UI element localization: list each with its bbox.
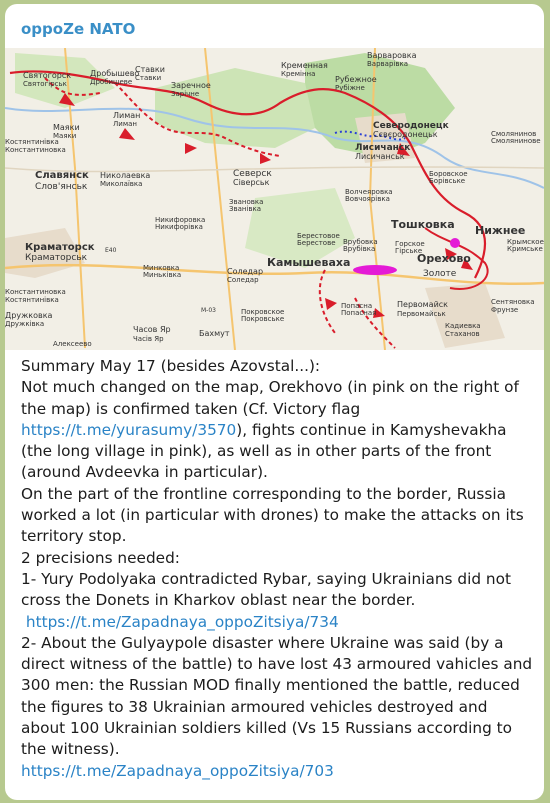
map-label: Берестове bbox=[297, 239, 336, 247]
map-label: Первомайск bbox=[397, 300, 448, 309]
map-label: Рубежное bbox=[335, 75, 377, 84]
map-label: Ставки bbox=[135, 74, 162, 82]
map-label: Костянтинівка bbox=[5, 138, 59, 146]
map-label: Врубовка bbox=[343, 238, 378, 246]
map-label: Северодонецк bbox=[373, 121, 449, 131]
map-label: Минковка bbox=[143, 264, 180, 272]
map-label: Лисичанськ bbox=[355, 152, 405, 161]
map-label: Святогірськ bbox=[23, 80, 67, 88]
channel-name[interactable]: oppoZe NATO bbox=[21, 20, 136, 38]
map-label: Борівське bbox=[429, 177, 466, 185]
msg-p1: Summary May 17 (besides Azovstal...): bbox=[21, 357, 321, 375]
map-label: Берестовое bbox=[297, 232, 340, 240]
map-label: Константиновка bbox=[5, 146, 66, 154]
map-label: Крымское bbox=[507, 238, 544, 246]
message-bubble bbox=[5, 4, 544, 800]
toshkivka-label: Тошковка bbox=[391, 218, 455, 231]
map-label: Вовчоярівка bbox=[345, 195, 390, 203]
message-text bbox=[21, 356, 537, 782]
map-image[interactable] bbox=[5, 48, 544, 350]
map-label: Кремінна bbox=[281, 70, 316, 78]
map-label: Слов'янськ bbox=[35, 182, 88, 192]
map-label: Часів Яр bbox=[133, 335, 164, 343]
map-label: Кременная bbox=[281, 61, 328, 70]
map-label: Святогорск bbox=[23, 71, 72, 80]
map-label: Попасна bbox=[341, 302, 373, 310]
map-label: Никифоровка bbox=[155, 216, 206, 224]
map-label: Дружківка bbox=[5, 320, 45, 328]
map-label: Варварівка bbox=[367, 60, 408, 68]
map-label: Дробышево bbox=[90, 69, 140, 78]
map-label: Северск bbox=[233, 169, 272, 179]
map-label: Смолянинове bbox=[491, 137, 541, 145]
map-label: Горское bbox=[395, 240, 425, 248]
map-label: Соледар bbox=[227, 276, 259, 284]
msg-p4: 2 precisions needed: bbox=[21, 548, 180, 567]
map-svg bbox=[5, 48, 544, 350]
map-label: Лиман bbox=[113, 111, 141, 120]
map-label: Маяки bbox=[53, 123, 80, 132]
map-label: Константиновка bbox=[5, 288, 66, 296]
map-label: Костянтинівка bbox=[5, 296, 59, 304]
map-label: Боровское bbox=[429, 170, 468, 178]
map-label: Кримське bbox=[507, 245, 543, 253]
msg-p5: 1- Yury Podolyaka contradicted Rybar, saying Ukrainians did not cross the Donets in Kharkov oblast near the border. bbox=[21, 569, 516, 610]
map-label: Покровское bbox=[241, 308, 285, 316]
map-label: Кадиевка bbox=[445, 322, 481, 330]
map-label: Сєвєродонецьк bbox=[373, 130, 438, 139]
kamyshevakha-label: Камышеваха bbox=[267, 256, 351, 269]
map-label: Званівка bbox=[229, 205, 262, 213]
orekhovo-label: Орехово bbox=[417, 252, 471, 265]
msg-p3: On the part of the frontline corresponding to the border, Russia worked a lot (in particular with drones) to make the attacks on its territory stop. bbox=[21, 484, 529, 546]
map-label: Первомайськ bbox=[397, 310, 446, 318]
msg-p2a: Not much changed on the map, Orekhovo (in pink on the right of the map) is confirmed taken (Cf. Victory flag bbox=[21, 378, 524, 418]
map-label: Славянск bbox=[35, 170, 89, 181]
msg-p2b: ), fights continue in Kamyshevakha (the long village in pink), as well as in other parts of the front (around Avdeevka in particular). bbox=[21, 420, 512, 482]
map-label: Варваровка bbox=[367, 51, 417, 60]
map-label: M-03 bbox=[201, 307, 216, 314]
map-label: Гірське bbox=[395, 247, 423, 255]
map-label: Сентяновка bbox=[491, 298, 535, 306]
map-label: Звановка bbox=[229, 198, 264, 206]
map-label: Врубівка bbox=[343, 245, 376, 253]
map-label: Лиман bbox=[113, 120, 137, 128]
map-label: Покровське bbox=[241, 315, 285, 323]
map-label: Краматорськ bbox=[25, 253, 88, 263]
msg-p6: 2- About the Gulyaypole disaster where Ukraine was said (by a direct witness of the battle) to have lost 43 armoured vahicles and 300 men: the Russian MOD finally mentioned the battle, reduced the figures to 38 Ukrainian armoured vehicles destroyed and about 100 Ukrainian soldiers killed (Vs 15 Russians according to the witness). bbox=[21, 633, 537, 759]
map-label: Часов Яр bbox=[133, 325, 171, 334]
nizhnee-label: Нижнее bbox=[475, 224, 526, 237]
map-label: Соледар bbox=[227, 267, 264, 276]
map-label: Дробишеве bbox=[90, 78, 133, 86]
map-label: Лисичанск bbox=[355, 143, 411, 153]
map-label: Миньківка bbox=[143, 271, 182, 279]
map-label: Волчеяровка bbox=[345, 188, 393, 196]
map-label: Сіверськ bbox=[233, 178, 270, 187]
map-label: Краматорск bbox=[25, 242, 95, 253]
map-label: Миколаївка bbox=[100, 180, 143, 188]
map-label: Ставки bbox=[135, 65, 165, 74]
map-label: E40 bbox=[105, 247, 117, 254]
map-label: Бахмут bbox=[199, 329, 230, 338]
zolotoe-label: Золоте bbox=[423, 269, 457, 279]
orekhovo-highlight bbox=[450, 238, 460, 248]
map-label: Маяки bbox=[53, 132, 77, 140]
map-label: Зарічне bbox=[171, 90, 200, 98]
map-label: Алексеево bbox=[53, 340, 92, 348]
map-label: Фрунзе bbox=[491, 306, 519, 314]
link-zapadnaya-703[interactable]: https://t.me/Zapadnaya_oppoZitsiya/703 bbox=[21, 761, 334, 780]
map-label: Николаевка bbox=[100, 171, 151, 180]
map-label: Стаханов bbox=[445, 330, 480, 338]
map-label: Никифорівка bbox=[155, 223, 203, 231]
map-label: Смолянинов bbox=[491, 130, 537, 138]
map-label: Рубіжне bbox=[335, 84, 365, 92]
link-zapadnaya-734[interactable]: https://t.me/Zapadnaya_oppoZitsiya/734 bbox=[25, 612, 339, 631]
link-yurasumy[interactable]: https://t.me/yurasumy/3570 bbox=[21, 420, 237, 439]
map-label: Дружковка bbox=[5, 311, 53, 320]
map-label: Попасная bbox=[341, 309, 377, 317]
map-label: Заречное bbox=[171, 81, 211, 90]
kamyshevakha-highlight bbox=[353, 265, 397, 275]
